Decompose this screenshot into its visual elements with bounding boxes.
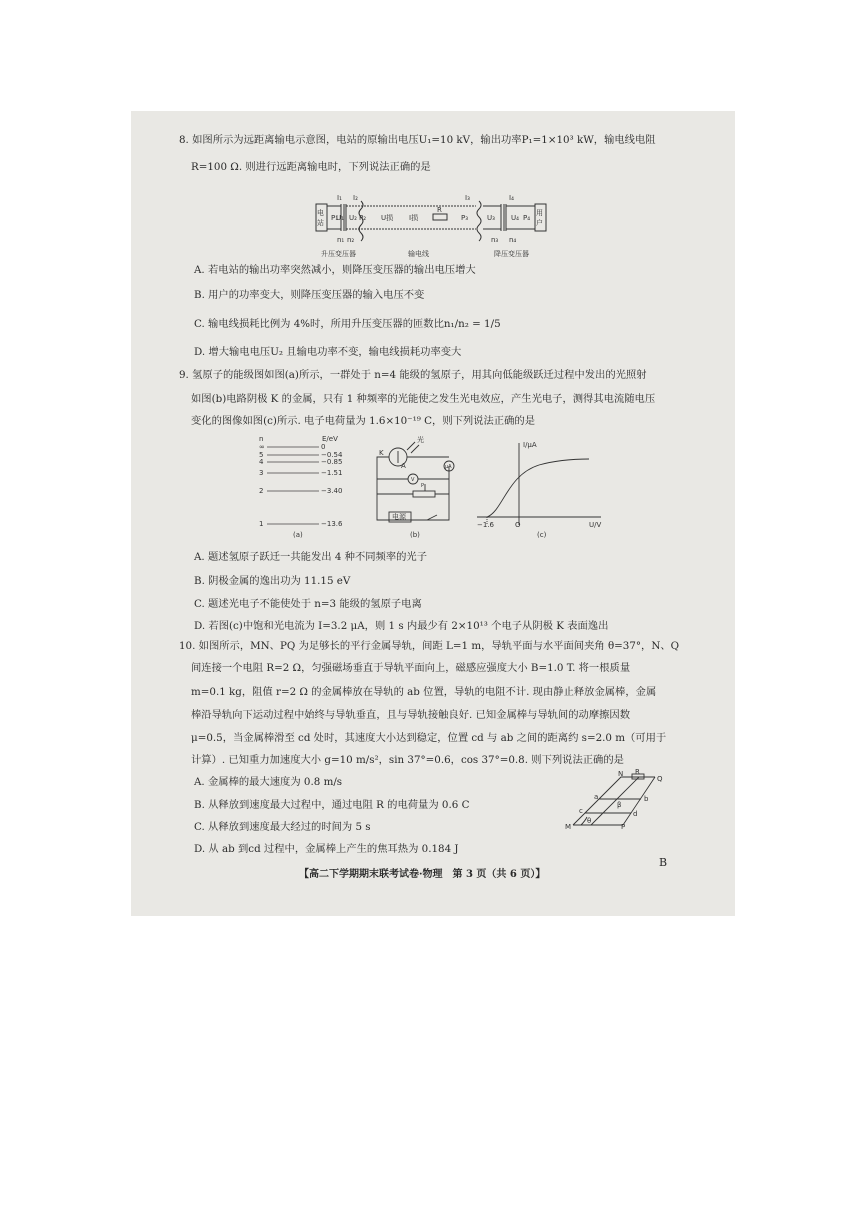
q10-stem-line-3: m=0.1 kg，阻值 r=2 Ω 的金属棒放在导轨的 ab 位置，导轨的电阻不计. 现由静止释放金属棒，金属 — [191, 686, 657, 698]
sym-p1: P₁ — [331, 214, 339, 222]
level-e-4: −0.85 — [321, 458, 343, 466]
q10-option-a: A. 金属棒的最大速度为 0.8 m/s — [194, 776, 343, 788]
level-e-header: E/eV — [322, 435, 338, 443]
level-n-1: 1 — [259, 520, 264, 528]
version-mark: B — [659, 856, 668, 869]
voltmeter-label: V — [411, 477, 415, 483]
sym-i3: I₃ — [465, 194, 470, 202]
q10-option-c: C. 从释放到速度最大经过的时间为 5 s — [194, 821, 371, 833]
sym-r: R — [437, 206, 442, 214]
q8-option-d: D. 增大输电电压U₂ 且输电功率不变，输电线损耗功率变大 — [194, 346, 462, 358]
sym-n3: n₃ — [491, 236, 499, 244]
level-e-2: −3.40 — [321, 487, 343, 495]
sym-i4: I₄ — [509, 194, 514, 202]
q8-stem-line-1: 8. 如图所示为远距离输电示意图，电站的原输出电压U₁=10 kV，输出功率P₁=1×10³ kW，输电线电阻 — [179, 134, 656, 146]
point-b-label: b — [644, 795, 649, 803]
angle-theta-label: θ — [587, 817, 592, 825]
level-n-4: 4 — [259, 458, 264, 466]
q10-stem-line-2: 间连接一个电阻 R=2 Ω，匀强磁场垂直于导轨平面向上，磁感应强度大小 B=1.0 T. 将一根质量 — [191, 662, 631, 674]
cathode-k-label: K — [379, 449, 384, 457]
level-e-5: −0.54 — [321, 451, 343, 459]
q9-option-d: D. 若图(c)中饱和光电流为 I=3.2 μA，则 1 s 内最少有 2×10¹³ 个电子从阴极 K 表面逸出 — [194, 620, 609, 632]
level-e-3: −1.51 — [321, 469, 343, 477]
sym-u1: U₁ — [336, 214, 344, 222]
step-up-label: 升压变压器 — [321, 250, 356, 258]
current-voltage-graph — [477, 441, 607, 529]
q10-stem-line-6: 计算）. 已知重力加速度大小 g=10 m/s²，sin 37°=0.6，cos 37°=0.8. 则下列说法正确的是 — [191, 754, 624, 766]
level-n-header: n — [259, 435, 264, 443]
caption-b: (b) — [410, 531, 420, 539]
q9-stem-line-1: 9. 氢原子的能级图如图(a)所示，一群处于 n=4 能级的氢原子，用其向低能级跃迁过程中发出的光照射 — [179, 369, 647, 381]
sym-n4: n₄ — [509, 236, 517, 244]
user-label-2: 户 — [536, 219, 543, 227]
level-n-3: 3 — [259, 469, 264, 477]
user-label-1: 用 — [536, 209, 543, 217]
slider-p-label: P — [421, 483, 425, 489]
inclined-rails-figure — [565, 768, 669, 831]
transmission-diagram — [311, 184, 551, 262]
sym-i-loss: I损 — [409, 214, 419, 222]
q8-option-b: B. 用户的功率变大，则降压变压器的输入电压不变 — [194, 289, 425, 301]
sym-u-loss: U损 — [381, 214, 394, 222]
caption-a: (a) — [293, 531, 303, 539]
caption-c: (c) — [537, 531, 547, 539]
graph-ylabel: I/μA — [523, 441, 537, 449]
graph-xneg: −1.6 — [477, 521, 494, 529]
sym-u4: U₄ — [511, 214, 519, 222]
power-source-label: 电源 — [392, 513, 406, 521]
rail-n-label: N — [618, 770, 624, 778]
q9-option-c: C. 题述光电子不能使处于 n=3 能级的氢原子电离 — [194, 598, 422, 610]
level-n-inf: ∞ — [259, 443, 265, 451]
step-down-label: 降压变压器 — [494, 250, 529, 258]
level-n-5: 5 — [259, 451, 264, 459]
line-label: 输电线 — [408, 250, 429, 258]
level-n-2: 2 — [259, 487, 264, 495]
graph-xlabel: U/V — [589, 521, 602, 529]
level-e-inf: 0 — [321, 443, 326, 451]
q10-stem-line-1: 10. 如图所示，MN、PQ 为足够长的平行金属导轨，间距 L=1 m，导轨平面与水平面间夹角 θ=37°，N、Q — [179, 640, 680, 652]
sym-i2: I₂ — [353, 194, 358, 202]
ammeter-label: μA — [445, 464, 452, 470]
anode-a-label: A — [401, 462, 406, 470]
sym-u3: U₃ — [487, 214, 495, 222]
sym-n1: n₁ — [337, 236, 345, 244]
q9-stem-line-3: 变化的图像如图(c)所示. 电子电荷量为 1.6×10⁻¹⁹ C，则下列说法正确的是 — [191, 415, 535, 427]
rail-p-label: P — [621, 823, 626, 831]
photoelectric-circuit — [369, 436, 464, 528]
level-e-1: −13.6 — [321, 520, 343, 528]
q8-option-a: A. 若电站的输出功率突然减小，则降压变压器的输出电压增大 — [194, 264, 476, 276]
sym-p2: P₂ — [359, 214, 367, 222]
resistor-r-label: R — [635, 768, 640, 776]
page-footer: 【高二下学期期末联考试卷·物理 第 3 页（共 6 页）】 — [299, 869, 546, 880]
rail-q-label: Q — [657, 775, 663, 783]
rail-m-label: M — [565, 823, 572, 831]
exam-paper-photo — [131, 111, 735, 916]
point-c-label: c — [579, 807, 583, 815]
sym-p4: P₄ — [523, 214, 531, 222]
station-label-2: 站 — [317, 219, 324, 227]
q10-option-d: D. 从 ab 到cd 过程中，金属棒上产生的焦耳热为 0.184 J — [194, 843, 459, 855]
sym-p3: P₃ — [461, 214, 469, 222]
field-beta-label: β — [617, 801, 622, 809]
q8-stem-line-2: R=100 Ω. 则进行远距离输电时，下列说法正确的是 — [191, 161, 431, 173]
q10-stem-line-5: μ=0.5，当金属棒滑至 cd 处时，其速度大小达到稳定，位置 cd 与 ab 之间的距离约 s=2.0 m（可用于 — [191, 732, 667, 744]
q10-stem-line-4: 棒沿导轨向下运动过程中始终与导轨垂直，且与导轨接触良好. 已知金属棒与导轨间的动摩擦因数 — [191, 709, 631, 721]
q9-option-b: B. 阴极金属的逸出功为 11.15 eV — [194, 575, 351, 587]
q9-stem-line-2: 如图(b)电路阴极 K 的金属，只有 1 种频率的光能使之发生光电效应，产生光电子，测得其电流随电压 — [191, 393, 656, 405]
q10-option-b: B. 从释放到速度最大过程中，通过电阻 R 的电荷量为 0.6 C — [194, 799, 470, 811]
light-label: 光 — [417, 436, 424, 444]
graph-origin: O — [515, 521, 521, 529]
station-label-1: 电 — [317, 209, 324, 217]
energy-level-diagram — [257, 435, 357, 535]
sym-i1: I₁ — [337, 194, 342, 202]
q9-option-a: A. 题述氢原子跃迁一共能发出 4 种不同频率的光子 — [194, 551, 428, 563]
sym-u2: U₂ — [349, 214, 357, 222]
q8-option-c: C. 输电线损耗比例为 4%时，所用升压变压器的匝数比n₁/n₂ = 1/5 — [194, 318, 501, 330]
sym-n2: n₂ — [347, 236, 355, 244]
point-d-label: d — [633, 810, 638, 818]
point-a-label: a — [594, 793, 599, 801]
